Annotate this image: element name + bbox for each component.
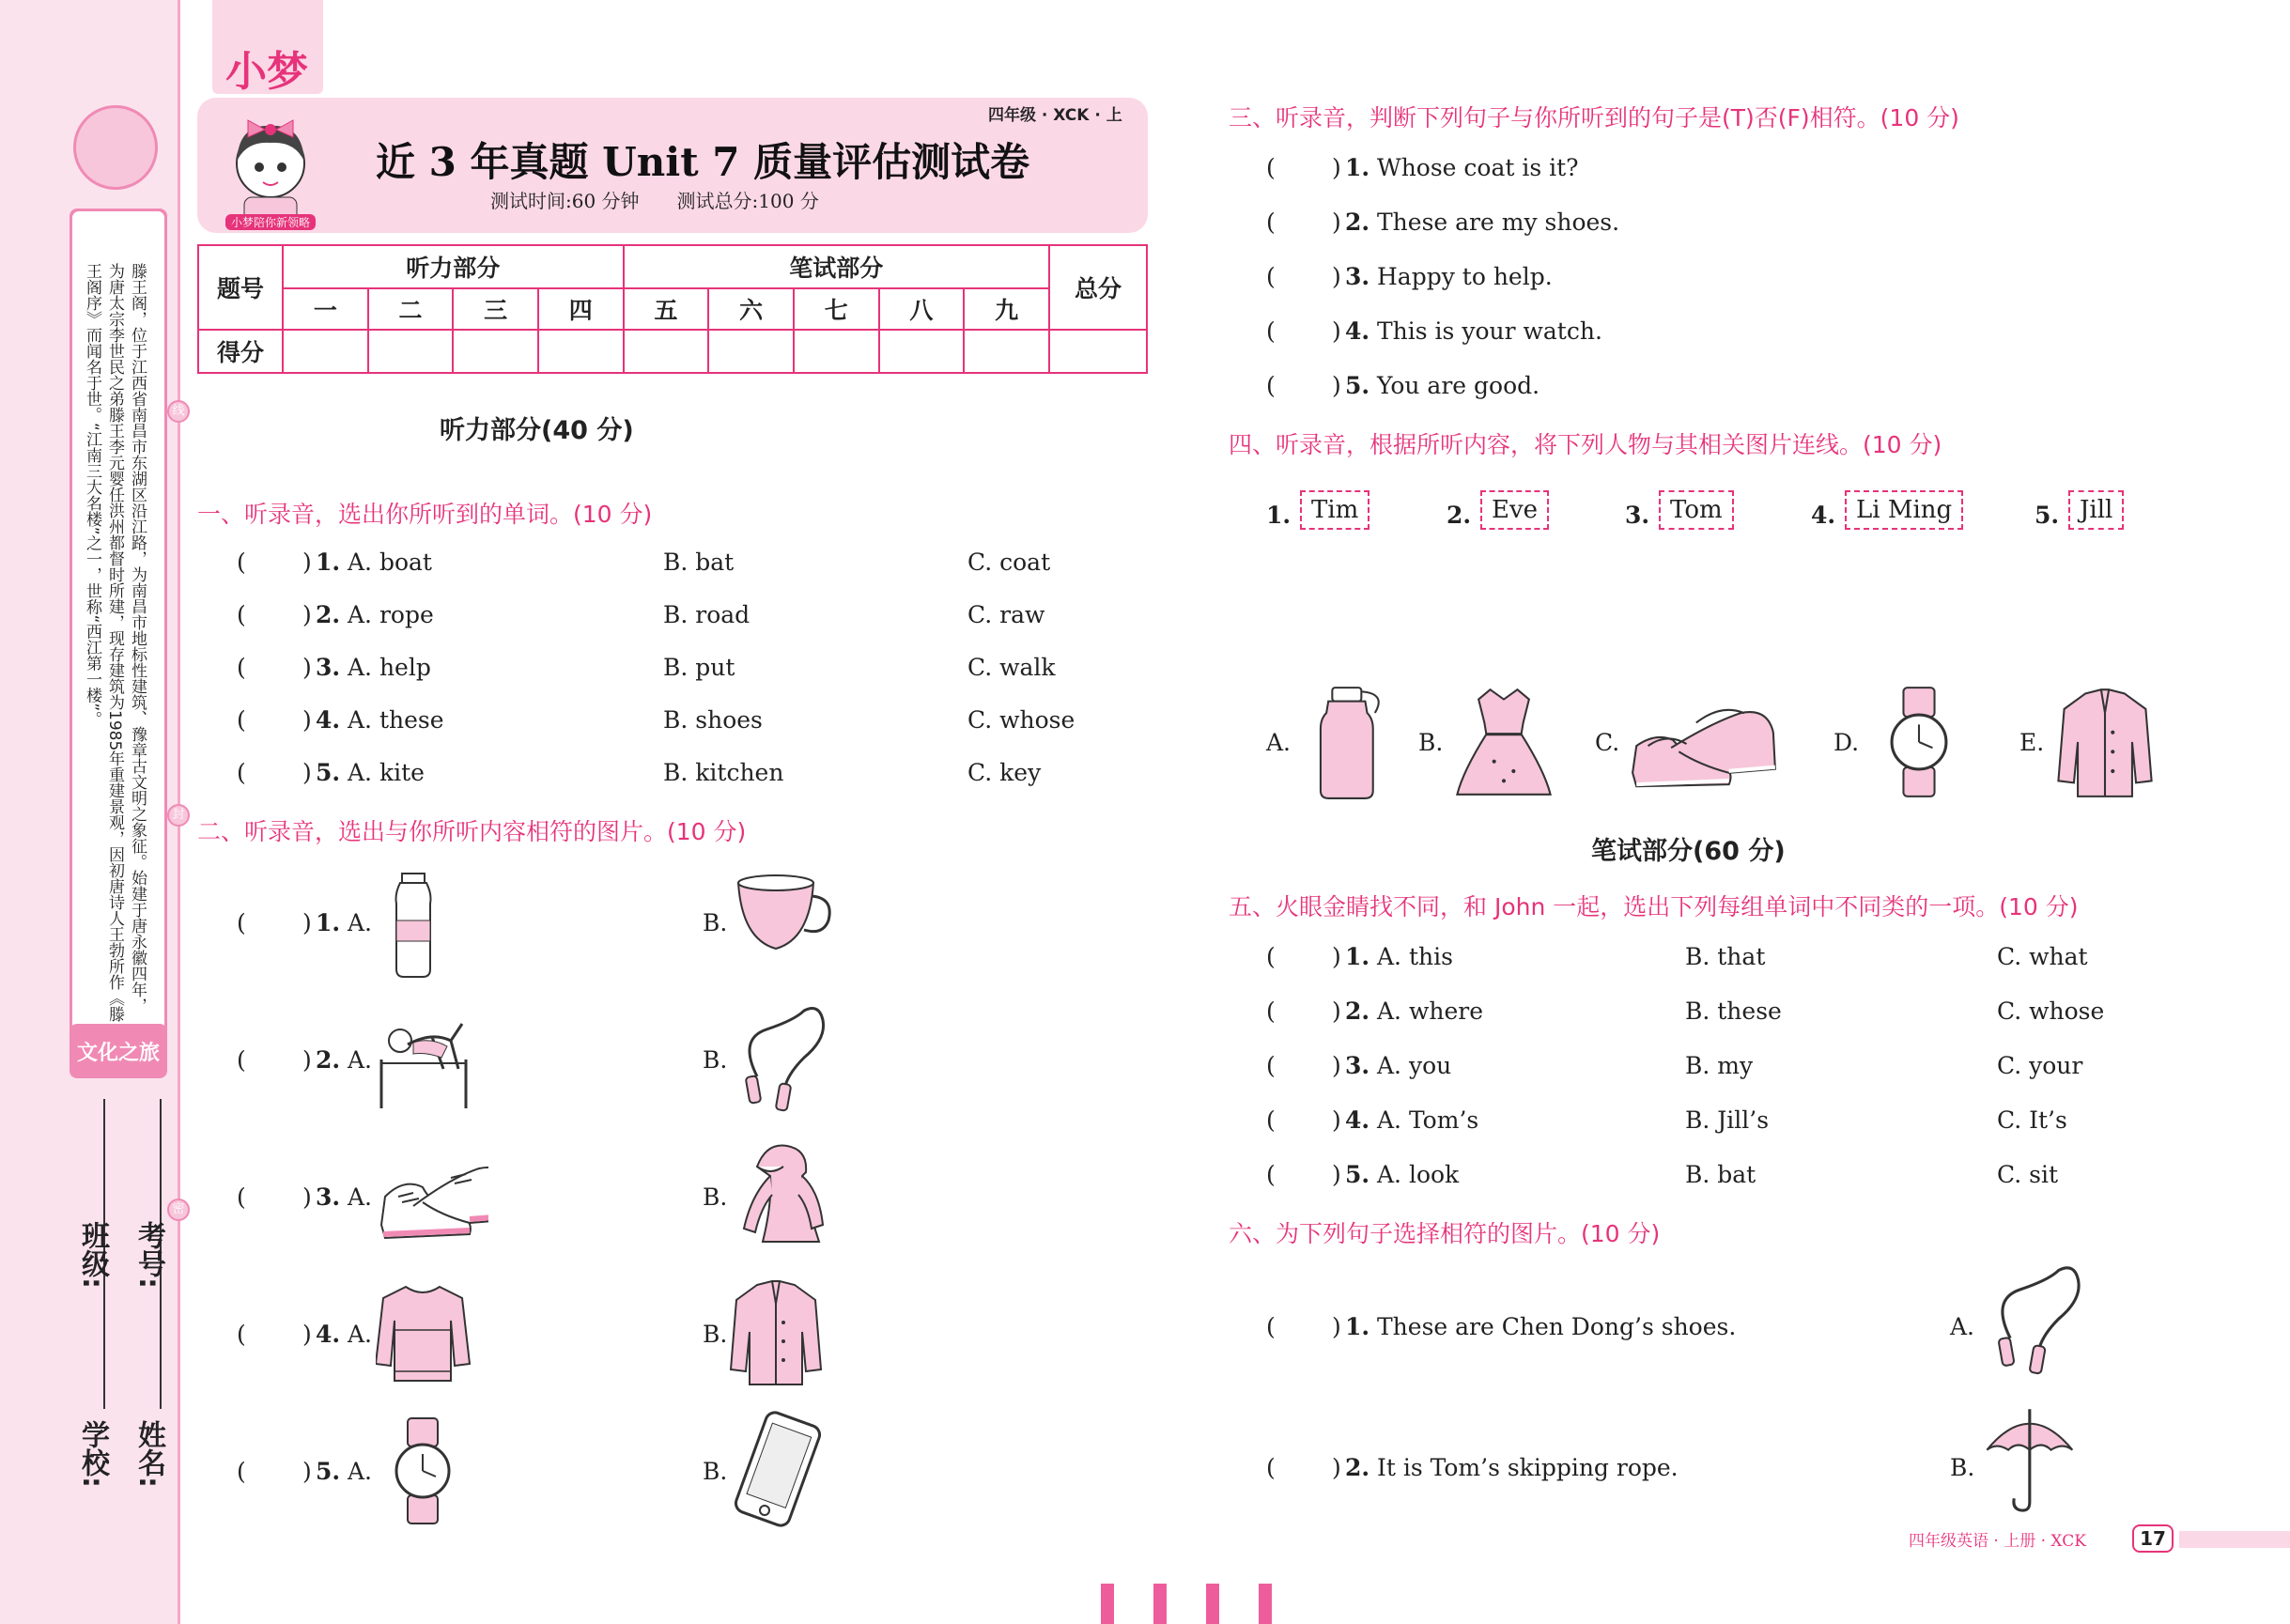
question-number: 2. (1345, 1454, 1370, 1481)
person-number: 2. (1447, 502, 1472, 529)
coat-icon (729, 1274, 842, 1390)
score-cell[interactable] (879, 330, 965, 373)
answer-blank[interactable]: ( (1266, 1313, 1276, 1340)
cup-icon (729, 862, 842, 979)
answer-blank[interactable]: ( (1266, 263, 1276, 290)
question-number: 5. (1345, 372, 1370, 399)
answer-paren-close: ) (1332, 1052, 1341, 1079)
statement: It is Tom’s skipping rope. (1377, 1454, 1679, 1481)
option-a-picture[interactable] (376, 1001, 488, 1118)
score-cell[interactable] (368, 330, 454, 373)
score-cell[interactable] (708, 330, 794, 373)
answer-paren-close: ) (1332, 998, 1341, 1025)
score-cell[interactable] (538, 330, 624, 373)
option-a: A. you (1377, 1052, 1452, 1079)
answer-blank[interactable]: ( (1266, 1454, 1276, 1481)
option-a-label: A. (348, 1046, 373, 1074)
picture-option[interactable] (1978, 1261, 2091, 1377)
test-meta: 测试时间:60 分钟 测试总分:100 分 (490, 190, 819, 212)
question-number: 1. (1345, 943, 1370, 970)
option-a-label: A. (348, 1458, 373, 1485)
option-b-picture[interactable] (729, 1137, 842, 1253)
listening-part-heading: 听力部分(40 分) (440, 416, 634, 445)
section-1-heading: 一、听录音，选出你所听到的单词。(10 分) (197, 501, 653, 528)
score-cell[interactable] (964, 330, 1049, 373)
class-label: 班级: (76, 1221, 109, 1289)
option-b-picture[interactable] (729, 862, 842, 979)
section-3-heading: 三、听录音，判断下列句子与你所听到的句子是(T)否(F)相符。(10 分) (1229, 104, 1959, 131)
culture-tag-bottom: 文化之旅 (70, 1024, 167, 1078)
option-a-picture[interactable] (376, 1138, 488, 1255)
writing-header: 笔试部分 (624, 245, 1049, 288)
person-number: 1. (1266, 502, 1292, 529)
water-bottle-icon (376, 864, 488, 981)
option-c: C. raw (967, 601, 1045, 628)
column-header: 八 (879, 288, 965, 330)
question-number: 3. (1345, 263, 1370, 290)
option-a: A. kite (348, 759, 425, 786)
person-name-box[interactable]: Li Ming (1845, 490, 1963, 530)
answer-blank[interactable]: ( (237, 759, 246, 786)
question-number: 2. (1345, 998, 1370, 1025)
picture-label: C. (1595, 729, 1620, 756)
option-b: B. road (663, 601, 750, 628)
exam-number-label: 考号: (132, 1221, 165, 1289)
listening-header: 听力部分 (283, 245, 624, 288)
picture-label: B. (1418, 729, 1444, 756)
bottle-icon (1300, 684, 1403, 800)
skipping-rope-icon (729, 999, 842, 1116)
score-cell[interactable] (1049, 330, 1147, 373)
option-b: B. Jill’s (1685, 1106, 1770, 1134)
footer-text: 四年级英语 · 上册 · XCK (1909, 1532, 2086, 1551)
answer-paren-close: ) (1332, 263, 1341, 290)
person-name-box[interactable]: Tom (1659, 490, 1734, 530)
answer-blank[interactable]: ( (237, 654, 246, 681)
column-header: 五 (624, 288, 709, 330)
option-a: A. these (348, 706, 444, 734)
column-header: 一 (283, 288, 368, 330)
picture-option[interactable] (1867, 684, 1971, 800)
question-number: 5. (316, 759, 341, 786)
answer-blank[interactable]: ( (237, 706, 246, 734)
option-a: A. rope (348, 601, 434, 628)
option-b-label: B. (703, 1183, 728, 1211)
question-number: 1. (1345, 1313, 1370, 1340)
raincoat-icon (729, 1137, 842, 1253)
option-c: C. your (1997, 1052, 2083, 1079)
answer-paren-close: ) (1332, 1106, 1341, 1134)
answer-paren-close: ) (1332, 1313, 1341, 1340)
option-c: C. whose (1997, 998, 2105, 1025)
name-label: 姓名: (132, 1420, 165, 1488)
high-jump-icon (376, 1001, 488, 1118)
coat-icon (2053, 684, 2157, 800)
score-cell[interactable] (624, 330, 709, 373)
answer-paren-close: ) (302, 706, 312, 734)
question-number: 2. (1345, 209, 1370, 236)
option-a-picture[interactable] (376, 1413, 488, 1529)
option-c: C. It’s (1997, 1106, 2067, 1134)
answer-paren-close: ) (1332, 943, 1341, 970)
watch-icon (1867, 684, 1971, 800)
statement: Happy to help. (1377, 263, 1553, 290)
score-cell[interactable] (794, 330, 879, 373)
section-5-heading: 五、火眼金睛找不同，和 John 一起，选出下列每组单词中不同类的一项。(10 分) (1229, 893, 2079, 920)
picture-label: A. (1266, 729, 1292, 756)
question-number: 4. (1345, 1106, 1370, 1134)
section-4-heading: 四、听录音，根据所听内容，将下列人物与其相关图片连线。(10 分) (1229, 431, 1942, 458)
option-b-label: B. (703, 1046, 728, 1074)
answer-blank[interactable]: ( (237, 1183, 246, 1211)
option-b: B. bat (1685, 1161, 1756, 1188)
option-c: C. what (1997, 943, 2088, 970)
option-b: B. kitchen (663, 759, 784, 786)
row-label: 题号 (198, 245, 283, 330)
option-c: C. sit (1997, 1161, 2059, 1188)
answer-paren-close: ) (302, 909, 312, 936)
phone-icon (729, 1411, 842, 1527)
skipping-rope-icon (1978, 1261, 2091, 1377)
option-c: C. walk (967, 654, 1056, 681)
answer-paren-close: ) (302, 1183, 312, 1211)
strip-badge (73, 105, 158, 190)
answer-paren-close: ) (1332, 372, 1341, 399)
option-a: A. Tom’s (1377, 1106, 1479, 1134)
question-number: 1. (316, 549, 341, 576)
option-a-label: A. (348, 1183, 373, 1211)
option-a: A. where (1377, 998, 1483, 1025)
statement: These are my shoes. (1377, 209, 1620, 236)
option-a-picture[interactable] (376, 1276, 488, 1392)
watch-icon (376, 1413, 488, 1529)
statement: These are Chen Dong’s shoes. (1377, 1313, 1737, 1340)
answer-paren-close: ) (1332, 154, 1341, 181)
answer-blank[interactable]: ( (237, 1458, 246, 1485)
answer-blank[interactable]: ( (1266, 372, 1276, 399)
question-number: 1. (316, 909, 341, 936)
option-c: C. coat (967, 549, 1051, 576)
statement: This is your watch. (1377, 317, 1602, 345)
sweater-icon (376, 1276, 488, 1392)
question-number: 5. (316, 1458, 341, 1485)
question-number: 3. (316, 1183, 341, 1211)
option-a-label: A. (348, 1321, 373, 1348)
registration-mark (1259, 1584, 1272, 1624)
answer-paren-close: ) (302, 1046, 312, 1074)
grade-badge: 四年级 · XCK · 上 (988, 106, 1122, 125)
question-number: 4. (1345, 317, 1370, 345)
question-number: 4. (316, 1321, 341, 1348)
option-c: C. whose (967, 706, 1075, 734)
person-name-box[interactable]: Jill (2068, 490, 2124, 530)
option-b-picture[interactable] (729, 1411, 842, 1527)
score-cell[interactable] (453, 330, 538, 373)
answer-blank[interactable]: ( (1266, 1052, 1276, 1079)
picture-label: E. (2019, 729, 2045, 756)
answer-paren-close: ) (1332, 317, 1341, 345)
score-cell[interactable] (283, 330, 368, 373)
culture-text: 滕王阁，位于江西省南昌市东湖区沿江路，为南昌市地标性建筑、豫章古文明之象征。始建于唐永徽四年，为唐太宗李世民之弟滕王李元婴任洪州都督时所建，现存建筑为1985年重建景观，因初唐诗人王勃所作《滕王阁序》而闻名于世。“江南三大名楼”之一，世称“西江第一楼”。 (83, 263, 147, 1023)
total-header: 总分 (1049, 245, 1147, 330)
person-number: 5. (2035, 502, 2060, 529)
brand-logo: 小梦 (225, 48, 308, 96)
answer-blank[interactable]: ( (1266, 998, 1276, 1025)
column-header: 九 (964, 288, 1049, 330)
picture-label: D. (1834, 729, 1860, 756)
option-b: B. shoes (663, 706, 763, 734)
question-number: 5. (1345, 1161, 1370, 1188)
answer-blank[interactable]: ( (237, 1321, 246, 1348)
option-b: B. put (663, 654, 735, 681)
score-label: 得分 (198, 330, 283, 373)
answer-blank[interactable]: ( (237, 601, 246, 628)
option-b: B. my (1685, 1052, 1754, 1079)
page-number: 17 (2132, 1524, 2174, 1553)
answer-paren-close: ) (302, 654, 312, 681)
question-number: 3. (1345, 1052, 1370, 1079)
column-header: 三 (453, 288, 538, 330)
answer-paren-close: ) (302, 759, 312, 786)
answer-paren-close: ) (302, 1458, 312, 1485)
option-b-label: B. (703, 1321, 728, 1348)
person-name-box[interactable]: Tim (1300, 490, 1369, 530)
answer-blank[interactable]: ( (237, 1046, 246, 1074)
answer-blank[interactable]: ( (1266, 209, 1276, 236)
question-number: 3. (316, 654, 341, 681)
shoes-icon (376, 1138, 488, 1255)
person-number: 3. (1625, 502, 1650, 529)
option-a: A. boat (348, 549, 432, 576)
column-header: 六 (708, 288, 794, 330)
picture-option[interactable] (2053, 684, 2157, 800)
binding-dot: 封 (167, 804, 190, 827)
statement: You are good. (1377, 372, 1540, 399)
picture-label: A. (1950, 1313, 1975, 1340)
option-b: B. that (1685, 943, 1766, 970)
question-number: 2. (316, 1046, 341, 1074)
binding-dot: 密 (167, 1199, 190, 1221)
column-header: 四 (538, 288, 624, 330)
school-label: 学校: (76, 1420, 109, 1488)
option-a-picture[interactable] (376, 864, 488, 981)
answer-paren-close: ) (1332, 1454, 1341, 1481)
question-number: 1. (1345, 154, 1370, 181)
answer-blank[interactable]: ( (1266, 154, 1276, 181)
option-a: A. this (1377, 943, 1453, 970)
writing-part-heading: 笔试部分(60 分) (1591, 837, 1786, 866)
answer-paren-close: ) (302, 1321, 312, 1348)
question-number: 2. (316, 601, 341, 628)
registration-mark (1206, 1584, 1219, 1624)
option-b-picture[interactable] (729, 999, 842, 1116)
person-number: 4. (1811, 502, 1836, 529)
option-b-picture[interactable] (729, 1274, 842, 1390)
question-number: 4. (316, 706, 341, 734)
answer-blank[interactable]: ( (237, 549, 246, 576)
option-c: C. key (967, 759, 1042, 786)
answer-blank[interactable]: ( (1266, 1106, 1276, 1134)
answer-paren-close: ) (1332, 1161, 1341, 1188)
dress-icon (1452, 684, 1555, 800)
registration-mark (1101, 1584, 1114, 1624)
answer-paren-close: ) (302, 601, 312, 628)
answer-blank[interactable]: ( (237, 909, 246, 936)
picture-option[interactable] (1978, 1401, 2091, 1518)
answer-blank[interactable]: ( (1266, 1161, 1276, 1188)
umbrella-icon (1978, 1401, 2091, 1518)
column-header: 七 (794, 288, 879, 330)
picture-option[interactable] (1629, 684, 1779, 800)
option-a: A. look (1377, 1161, 1460, 1188)
avatar-caption: 小梦陪你新领略 (225, 214, 316, 230)
registration-mark (1153, 1584, 1167, 1624)
answer-paren-close: ) (302, 549, 312, 576)
column-header: 二 (368, 288, 454, 330)
picture-option[interactable] (1300, 684, 1403, 800)
section-6-heading: 六、为下列句子选择相符的图片。(10 分) (1229, 1220, 1661, 1247)
option-a-label: A. (348, 909, 373, 936)
section-2-heading: 二、听录音，选出与你所听内容相符的图片。(10 分) (197, 818, 747, 845)
footer-bar (2179, 1531, 2290, 1548)
picture-option[interactable] (1452, 684, 1555, 800)
statement: Whose coat is it? (1377, 154, 1579, 181)
answer-blank[interactable]: ( (1266, 317, 1276, 345)
option-a: A. help (348, 654, 431, 681)
answer-blank[interactable]: ( (1266, 943, 1276, 970)
binding-dot: 线 (167, 400, 190, 423)
sneakers-icon (1629, 684, 1779, 800)
option-b-label: B. (703, 909, 728, 936)
answer-paren-close: ) (1332, 209, 1341, 236)
person-name-box[interactable]: Eve (1480, 490, 1549, 530)
page-title: 近 3 年真题 Unit 7 质量评估测试卷 (376, 139, 1030, 185)
score-table (197, 244, 1148, 374)
option-b: B. these (1685, 998, 1782, 1025)
option-b-label: B. (703, 1458, 728, 1485)
option-b: B. bat (663, 549, 735, 576)
picture-label: B. (1950, 1454, 1975, 1481)
